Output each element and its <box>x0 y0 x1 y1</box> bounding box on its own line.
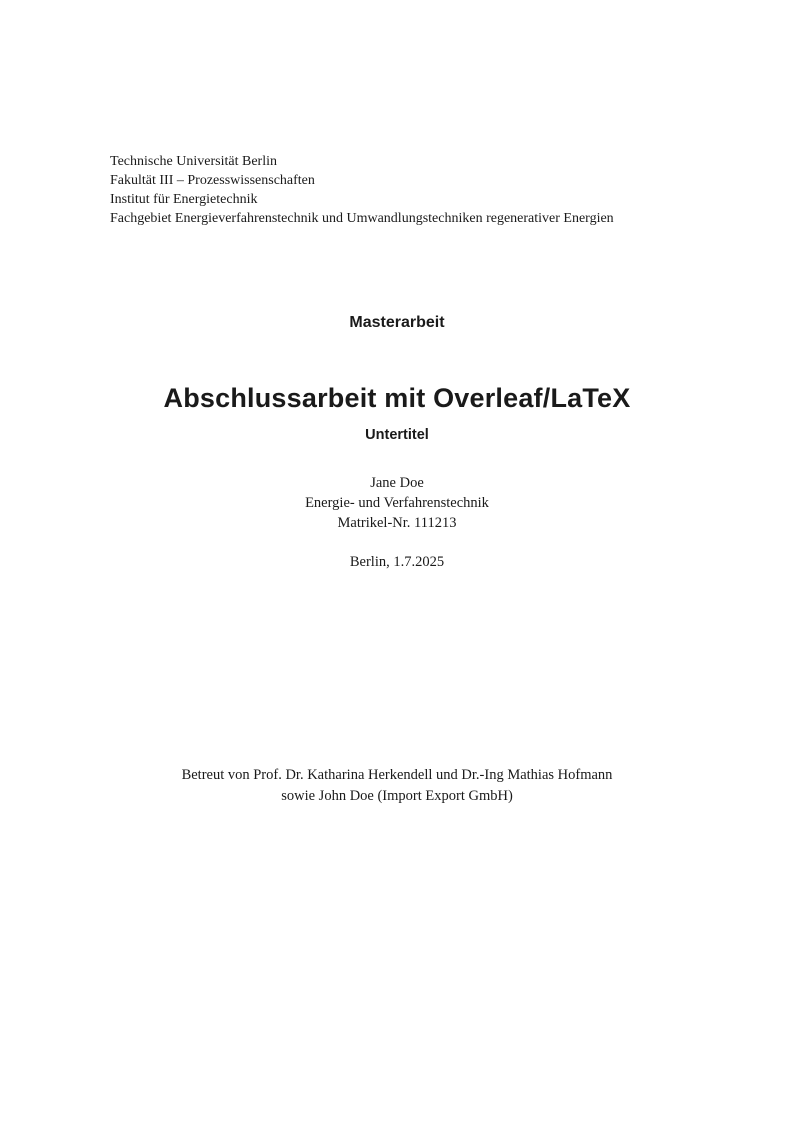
study-program: Energie- und Verfahrenstechnik <box>305 495 489 511</box>
place-and-date: Berlin, 1.7.2025 <box>349 554 445 570</box>
document-type-heading: Masterarbeit <box>349 314 445 331</box>
institution-block <box>110 152 614 228</box>
institution-line-university: Technische Universität Berlin <box>110 154 277 169</box>
author-name: Jane Doe <box>370 475 424 491</box>
institution-line-faculty: Fakultät III – Prozesswissenschaften <box>110 173 315 188</box>
thesis-subtitle: Untertitel <box>365 427 429 443</box>
thesis-title: Abschlussarbeit mit Overleaf/LaTeX <box>163 383 631 413</box>
matriculation-number: Matrikel-Nr. 111213 <box>337 515 457 531</box>
institution-line-institute: Institut für Energietechnik <box>110 192 258 207</box>
supervisors-line-2: sowie John Doe (Import Export GmbH) <box>281 788 513 804</box>
institution-line-department: Fachgebiet Energieverfahrenstechnik und Umwandlungstechniken regenerativer Energien <box>110 211 614 226</box>
supervisors-line-1: Betreut von Prof. Dr. Katharina Herkendell und Dr.-Ing Mathias Hofmann <box>181 767 613 783</box>
author-block <box>0 473 794 533</box>
supervisors-block <box>0 765 794 807</box>
